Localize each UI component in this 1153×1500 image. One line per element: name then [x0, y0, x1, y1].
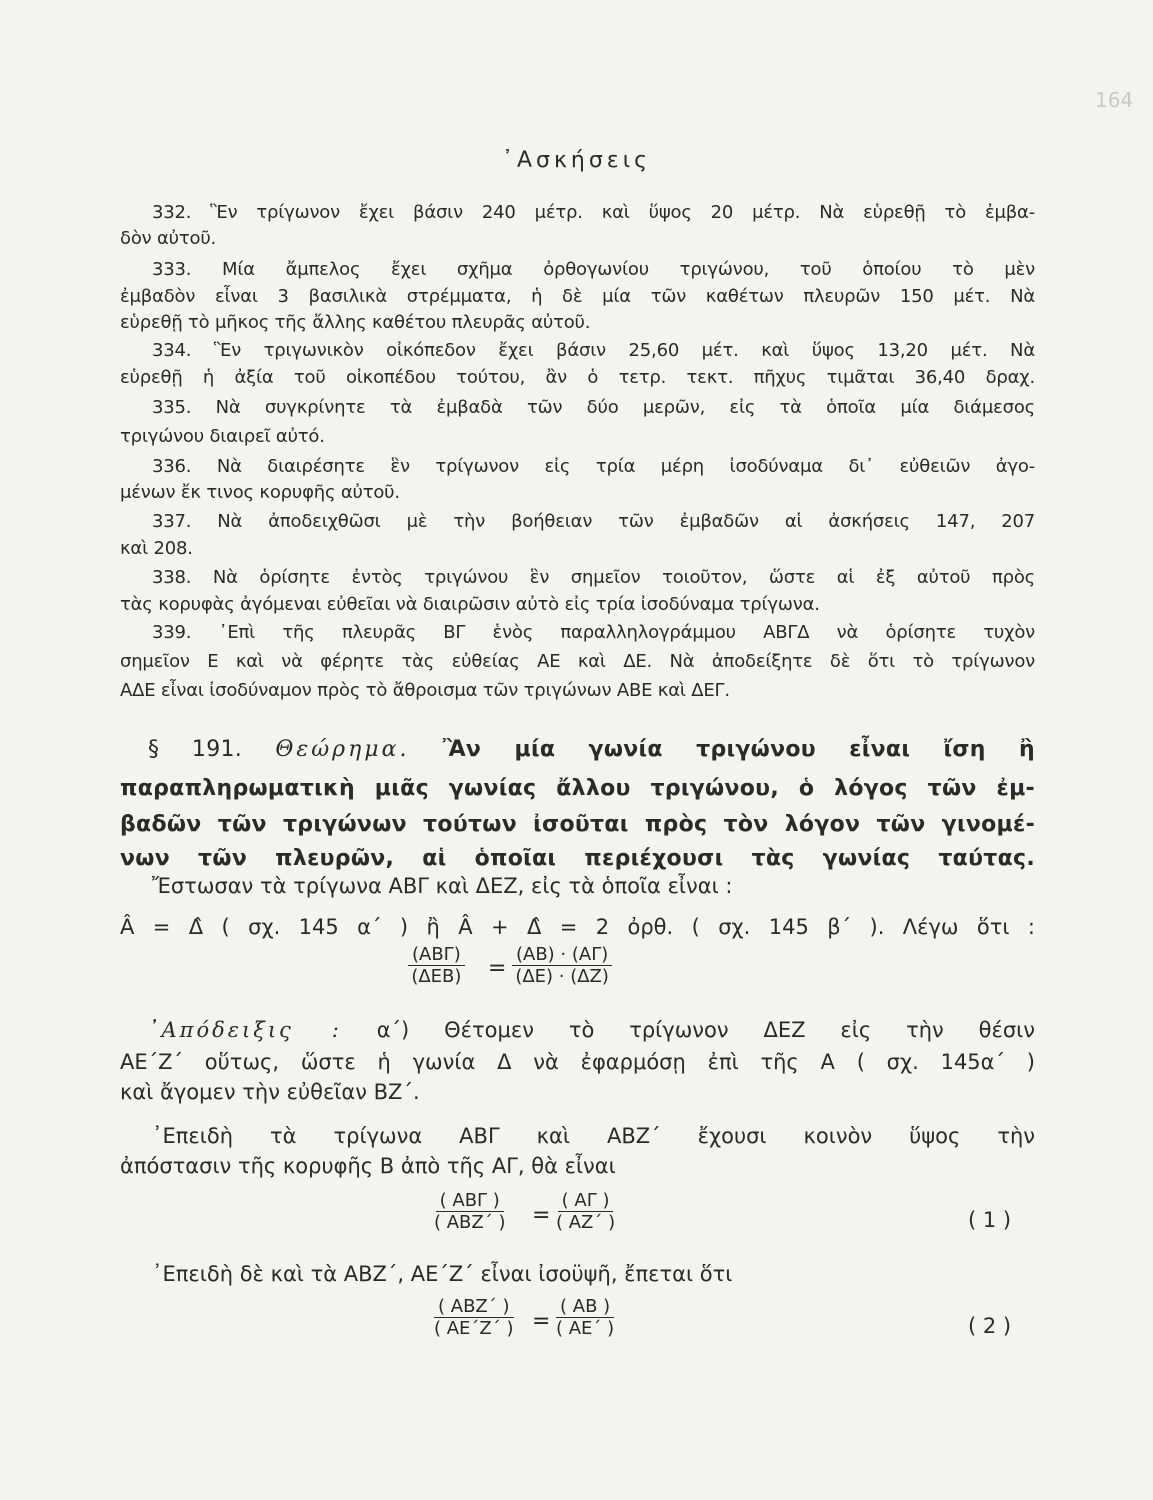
- theorem-line: παραπληρωματικὴ μιᾶς γωνίας ἄλλου τριγώνου, ὁ λόγος τῶν ἐμ-: [120, 776, 1035, 801]
- theorem-text: Ἂν μία γωνία τριγώνου εἶναι ἴση ἢ: [442, 737, 1035, 762]
- numerator: (ΑΒ) · (ΑΓ): [512, 944, 612, 966]
- proof-line: καὶ ἄγομεν τὴν εὐθεῖαν ΒΖ΄.: [120, 1080, 420, 1104]
- equals-sign: =: [532, 1309, 551, 1334]
- fraction: [408, 944, 465, 987]
- exercise-line: ἐμβαδὸν εἶναι 3 βασιλικὰ στρέμματα, ἡ δὲ μία τῶν καθέτων πλευρῶν 150 μέτ. Νὰ: [120, 286, 1035, 307]
- equation-number: ( 2 ): [968, 1314, 1012, 1338]
- exercise-line: 336. Νὰ διαιρέσητε ἓν τρίγωνον εἰς τρία μέρη ἰσοδύναμα δι᾿ εὐθειῶν ἀγο-: [152, 456, 1035, 477]
- exercises-title: ᾿Ασκήσεις: [501, 148, 652, 173]
- proof-text: α΄) Θέτομεν τὸ τρίγωνον ΔΕΖ εἰς τὴν θέσιν: [376, 1018, 1035, 1042]
- fraction: [556, 1190, 615, 1233]
- equals-sign: =: [488, 956, 507, 981]
- proof-line: ἀπόστασιν τῆς κορυφῆς Β ἀπὸ τῆς ΑΓ, θὰ εἶναι: [120, 1154, 616, 1178]
- theorem-label: Θεώρημα.: [275, 737, 410, 762]
- exercise-line: 339. ᾿Επὶ τῆς πλευρᾶς ΒΓ ἑνὸς παραλληλογράμμου ΑΒΓΔ νὰ ὁρίσητε τυχὸν: [152, 622, 1035, 643]
- denominator: (ΔΕΒ): [411, 966, 462, 987]
- exercise-line: 332. Ἓν τρίγωνον ἔχει βάσιν 240 μέτρ. καὶ ὕψος 20 μέτρ. Νὰ εὑρεθῇ τὸ ἐμβα-: [152, 202, 1035, 223]
- exercise-line: καὶ 208.: [120, 538, 193, 559]
- section-number: § 191.: [148, 737, 243, 762]
- equals-sign: =: [532, 1203, 551, 1228]
- exercise-line: 333. Μία ἄμπελος ἔχει σχῆμα ὀρθογωνίου τριγώνου, τοῦ ὁποίου τὸ μὲν: [152, 259, 1035, 280]
- condition-line: Â = Δ̂ ( σχ. 145 α΄ ) ἢ Â + Δ̂ = 2 ὀρθ. ( σχ. 145 β΄ ). Λέγω ὅτι :: [120, 915, 1035, 939]
- exercise-line: 338. Νὰ ὁρίσητε ἐντὸς τριγώνου ἓν σημεῖον τοιοῦτον, ὥστε αἱ ἐξ αὐτοῦ πρὸς: [152, 567, 1035, 588]
- numerator: ( ΑΒ ): [556, 1296, 614, 1318]
- denominator: ( ΑΕ΄Ζ΄ ): [434, 1318, 514, 1339]
- proof-line: ΑΕ΄Ζ΄ οὕτως, ὥστε ἡ γωνία Δ νὰ ἐφαρμόσῃ ἐπὶ τῆς Α ( σχ. 145α΄ ): [120, 1050, 1035, 1074]
- fraction: [434, 1296, 514, 1339]
- numerator: ( ΑΒΖ΄ ): [434, 1296, 513, 1318]
- exercise-line: δὸν αὐτοῦ.: [120, 228, 217, 249]
- denominator: ( ΑΖ΄ ): [556, 1212, 616, 1233]
- fraction: [434, 1190, 505, 1233]
- theorem-first-line: [148, 737, 1035, 762]
- proof-line: ᾿Επειδὴ δὲ καὶ τὰ ΑΒΖ΄, ΑΕ΄Ζ΄ εἶναι ἰσοϋψῆ, ἔπεται ὅτι: [152, 1262, 733, 1286]
- numerator: ( ΑΒΓ ): [436, 1190, 504, 1212]
- proof-line: ᾿Επειδὴ τὰ τρίγωνα ΑΒΓ καὶ ΑΒΖ΄ ἔχουσι κοινὸν ὕψος τὴν: [152, 1124, 1035, 1148]
- exercise-line: ΑΔΕ εἶναι ἰσοδύναμον πρὸς τὸ ἄθροισμα τῶν τριγώνων ΑΒΕ καὶ ΔΕΓ.: [120, 680, 730, 701]
- numerator: ( ΑΓ ): [558, 1190, 614, 1212]
- theorem-line: βαδῶν τῶν τριγώνων τούτων ἰσοῦται πρὸς τὸν λόγον τῶν γινομέ-: [120, 812, 1035, 837]
- denominator: (ΔΕ) · (ΔΖ): [515, 966, 609, 987]
- proof-label: ᾿Απόδειξις :: [148, 1018, 342, 1042]
- exercise-line: 337. Νὰ ἀποδειχθῶσι μὲ τὴν βοήθειαν τῶν ἐμβαδῶν αἱ ἀσκήσεις 147, 207: [152, 511, 1035, 532]
- theorem-line: νων τῶν πλευρῶν, αἱ ὁποῖαι περιέχουσι τὰς γωνίας ταύτας.: [120, 846, 1035, 871]
- proof-first-line: [148, 1018, 1035, 1042]
- exercise-line: 335. Νὰ συγκρίνητε τὰ ἐμβαδὰ τῶν δύο μερῶν, εἰς τὰ ὁποῖα μία διάμεσος: [152, 397, 1035, 418]
- page-number: 164: [1095, 88, 1134, 112]
- denominator: ( ΑΒΖ΄ ): [434, 1212, 506, 1233]
- fraction: [556, 1296, 614, 1339]
- numerator: (ΑΒΓ): [408, 944, 465, 966]
- fraction: [512, 944, 612, 987]
- given-line: Ἔστωσαν τὰ τρίγωνα ΑΒΓ καὶ ΔΕΖ, εἰς τὰ ὁποῖα εἶναι :: [152, 874, 733, 898]
- exercise-line: σημεῖον Ε καὶ νὰ φέρητε τὰς εὐθείας ΑΕ καὶ ΔΕ. Νὰ ἀποδείξητε δὲ ὅτι τὸ τρίγωνον: [120, 651, 1035, 672]
- exercise-line: εὑρεθῇ τὸ μῆκος τῆς ἄλλης καθέτου πλευρᾶς αὐτοῦ.: [120, 312, 591, 333]
- exercise-line: μένων ἔκ τινος κορυφῆς αὐτοῦ.: [120, 482, 400, 503]
- exercise-line: εὑρεθῇ ἡ ἀξία τοῦ οἰκοπέδου τούτου, ἂν ὁ τετρ. τεκτ. πῆχυς τιμᾶται 36,40 δραχ.: [120, 367, 1035, 388]
- exercise-line: 334. Ἓν τριγωνικὸν οἰκόπεδον ἔχει βάσιν 25,60 μέτ. καὶ ὕψος 13,20 μέτ. Νὰ: [152, 340, 1035, 361]
- equation-number: ( 1 ): [968, 1208, 1012, 1232]
- exercise-line: τὰς κορυφὰς ἀγόμεναι εὐθεῖαι νὰ διαιρῶσιν αὐτὸ εἰς τρία ἰσοδύναμα τρίγωνα.: [120, 594, 820, 615]
- denominator: ( ΑΕ΄ ): [556, 1318, 615, 1339]
- exercise-line: τριγώνου διαιρεῖ αὐτό.: [120, 426, 325, 447]
